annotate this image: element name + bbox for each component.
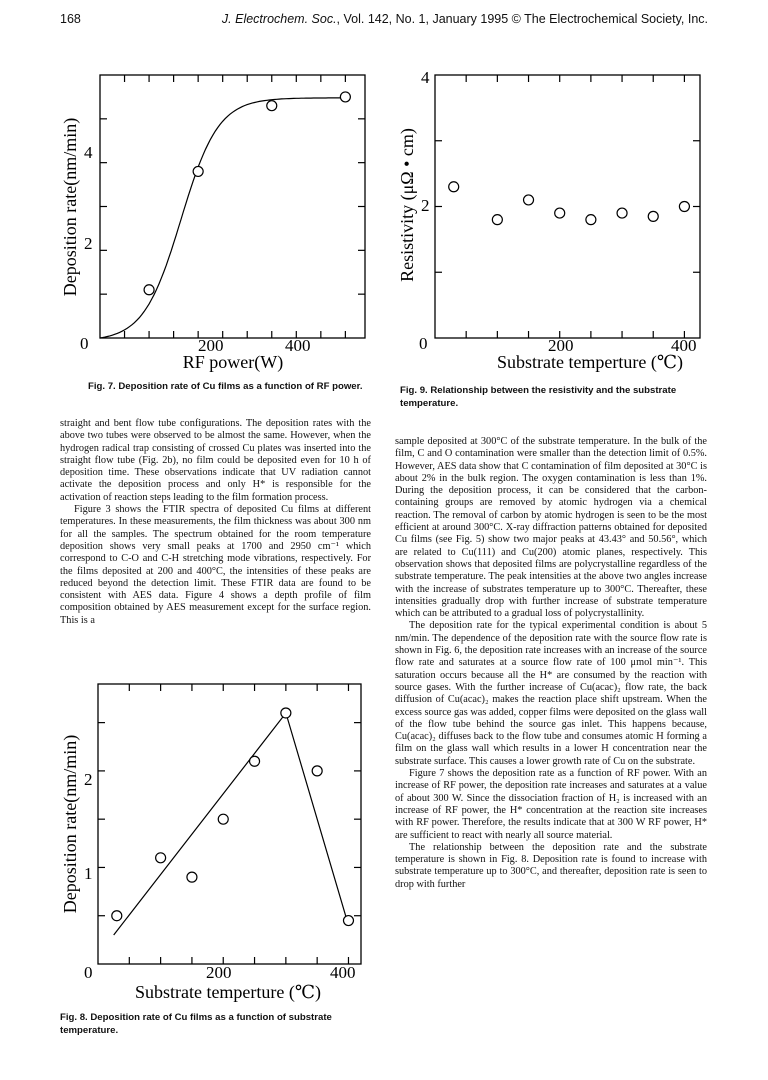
figure-9: [395, 55, 715, 375]
fig7-data-point: [267, 101, 277, 111]
fig8-data-point: [187, 872, 197, 882]
paragraph: straight and bent flow tube configurations. The deposition rates with the above two tubes were observed to be almost the same. However, when the hydrogen radical trap consisting of crossed Cu plates was inserted into the straight flow tube (Fig. 2b), no film could be deposited even for 10 h of deposition time. These observations indicate that UV radiation cannot activate the deposition process and only H* is responsible for the activation of reaction steps leading to the film formation process.: [60, 418, 371, 503]
figure-8: [58, 672, 378, 1007]
fig8-data-point: [312, 766, 322, 776]
fig9-caption: Fig. 9. Relationship between the resistivity and the substrate temperature.: [400, 385, 677, 409]
fig9-data-point: [449, 182, 459, 192]
fig7-xlabel: RF power(W): [182, 352, 284, 372]
fig9-xtick-0: 0: [419, 334, 428, 353]
fig8-ytick-1: 1: [84, 864, 93, 883]
fig8-data-point: [156, 853, 166, 863]
journal-name: J. Electrochem. Soc.: [221, 12, 337, 26]
fig9-data-point: [648, 211, 658, 221]
fig9-chart: [395, 55, 715, 375]
fig7-chart: [58, 55, 378, 375]
fig9-data-point: [586, 215, 596, 225]
fig8-xtick-0: 0: [84, 963, 93, 982]
journal-volume: , Vol. 142, No. 1, January 1995 © The Electrochemical Society, Inc.: [336, 12, 708, 26]
fig8-data-point: [343, 916, 353, 926]
fig7-xtick-400: 400: [285, 336, 311, 355]
page-number: 168: [60, 12, 81, 26]
fig8-caption: Fig. 8. Deposition rate of Cu films as a function of substrate temperature.: [60, 1012, 332, 1036]
paragraph: Figure 7 shows the deposition rate as a function of RF power. With an increase of RF power, the deposition rate increases and saturates at a value of about 300 W. Since the dissociation fraction of H₂ is increased with an increase of RF power, the H* concentration at the reaction site increases with RF power. Therefore, the results indicate that at 300 W RF power, H* are sufficient to react with nearly all source material.: [395, 768, 707, 841]
fig8-data-point: [112, 911, 122, 921]
paragraph: sample deposited at 300°C of the substrate temperature. In the bulk of the film, C and O contamination were smaller than the detection limit of 0.5%. However, AES data show that C contamination of film deposited at 30°C is about 2% in the bulk region. The oxygen contamination is less than 1%. During the deposition process, it can be considered that the carbon-containing groups are removed by atomic hydrogen via a chemical reaction. The removal of carbon by atomic hydrogen is seen to be the most efficient at around 300°C. X-ray diffraction patterns obtained for deposited Cu films (see Fig. 5) show two major peaks at 43.43° and 50.56°, which are related to Cu(111) and Cu(200) atomic planes, respectively. This observation shows that deposited films are polycrystalline regardless of the substrate temperature. The peak intensities at the above two angles increase with the increase of substrates temperature up to 300°C. Thereafter, these intensities gradually drop with further increase of substrate temperature which can be attributed to a gradual loss of polycrystallinity.: [395, 436, 707, 620]
fig9-data-point: [492, 215, 502, 225]
paragraph: The deposition rate for the typical experimental condition is about 5 nm/min. The dependence of the deposition rate with the source flow rate is shown in Fig. 6, the deposition rate increases with an increase of the source flow rate and saturates at a source flow rate of 100 μmol min⁻¹. This saturation occurs because all the H* are consumed by the reaction with source gases. With the further increase of Cu(acac)₂ flow rate, the back diffusion of Cu(acac)₂ makes the reaction place shift upstream. When the excess source gas was added, copper films were deposited on the glass wall of the flow tube behind the source gas inlet. This happens because, Cu(acac)₂ diffuses back to the flow tube and consumes atomic H forming a film on the glass wall which results in a lower H concentration near the substrate surface. This causes a lower growth rate of Cu on the substrate.: [395, 620, 707, 767]
fig7-xtick-200: 200: [198, 336, 224, 355]
fig8-data-point: [281, 708, 291, 718]
fig7-caption: Fig. 7. Deposition rate of Cu films as a function of RF power.: [88, 381, 363, 392]
fig8-xtick-200: 200: [206, 963, 232, 982]
fig9-ytick-4: 4: [421, 68, 430, 87]
fig9-xtick-200: 200: [548, 336, 574, 355]
fig9-ytick-2: 2: [421, 196, 430, 215]
fig9-xtick-400: 400: [671, 336, 697, 355]
fig8-xtick-400: 400: [330, 963, 356, 982]
paragraph: Figure 3 shows the FTIR spectra of deposited Cu films at different temperatures. In these measurements, the film thickness was about 300 nm for all the samples. The spectrum obtained for the room temperature deposition shows very small peaks at 1700 and 2950 cm⁻¹ which correspond to C-O and C-H stretching mode vibrations, respectively. For the films deposited at 200 and 400°C, the intensities of these peaks are reduced beyond the detection limit. These FTIR data are found to be consistent with AES data. Figure 4 shows a depth profile of film composition obtained by AES measurement except for the surface region. This is a: [60, 504, 371, 626]
fig7-ytick-2: 2: [84, 234, 93, 253]
running-head: [222, 12, 708, 26]
fig8-ylabel: Deposition rate(nm/min): [60, 734, 80, 914]
fig9-data-point: [555, 208, 565, 218]
fig8-trend-line: [114, 713, 349, 935]
fig9-xlabel: Substrate temperture (℃): [496, 352, 684, 372]
fig8-data-point: [250, 756, 260, 766]
fig7-ytick-4: 4: [84, 143, 93, 162]
page-header: [60, 12, 708, 32]
fig7-data-point: [340, 92, 350, 102]
fig7-xtick-0: 0: [80, 334, 89, 353]
fig9-ylabel: Resistivity (μΩ • cm): [397, 128, 417, 282]
fig7-ylabel: Deposition rate(nm/min): [60, 117, 80, 297]
fig7-data-point: [193, 166, 203, 176]
fig9-data-point: [679, 202, 689, 212]
right-column-text: [395, 436, 707, 891]
fig8-ytick-2: 2: [84, 770, 93, 789]
fig7-fit-curve: [100, 98, 345, 338]
fig8-chart: [58, 672, 378, 1007]
left-column-text: [60, 418, 371, 627]
figure-7: [58, 55, 378, 375]
fig8-xlabel: Substrate temperture (℃): [134, 982, 322, 1002]
paragraph: The relationship between the deposition rate and the substrate temperature is shown in Fig. 8. Deposition rate is found to increase with substrate temperature up to 300°C, and thereafter, deposition rate is seen to drop with further: [395, 841, 707, 890]
fig9-data-point: [524, 195, 534, 205]
fig9-data-point: [617, 208, 627, 218]
fig8-data-point: [218, 814, 228, 824]
fig7-data-point: [144, 285, 154, 295]
